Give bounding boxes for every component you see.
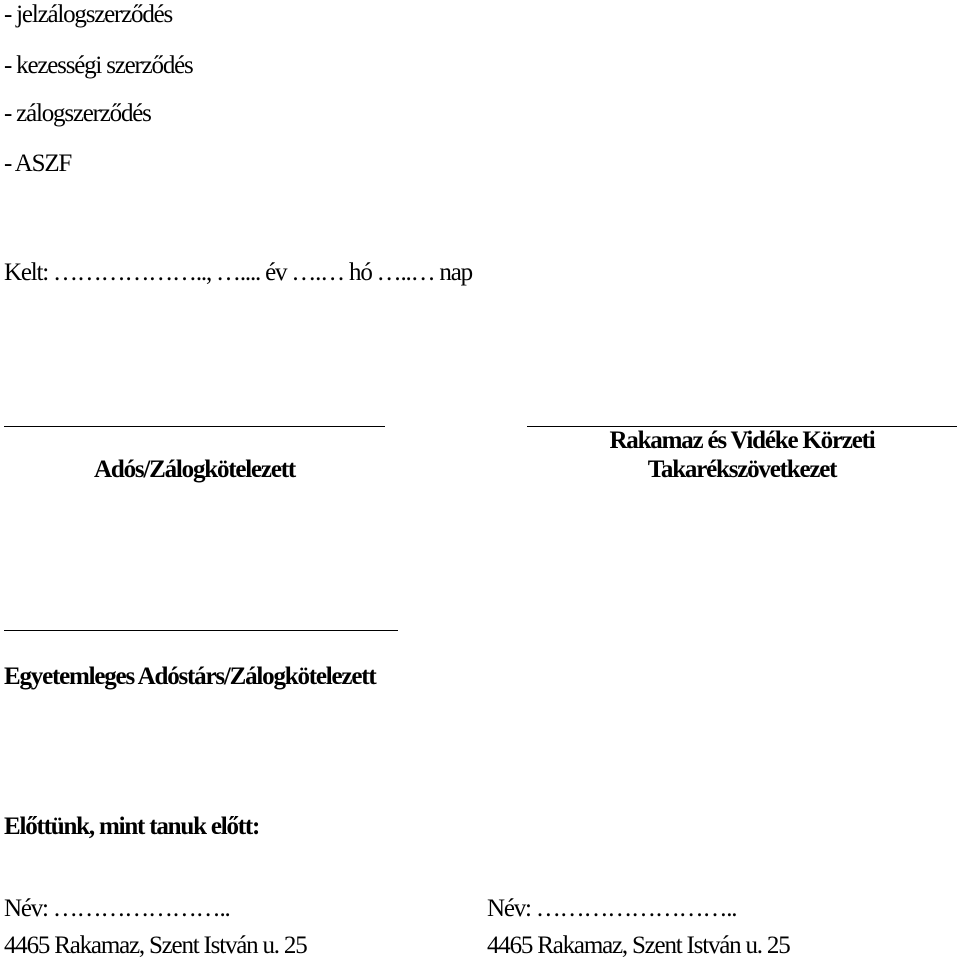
witness-right-address: 4465 Rakamaz, Szent István u. 25	[487, 932, 790, 959]
attachment-item-aszf: - ASZF	[4, 150, 72, 177]
attachment-item-mortgage: - jelzálogszerződés	[4, 1, 173, 28]
witness-left-address: 4465 Rakamaz, Szent István u. 25	[4, 932, 307, 959]
attachment-item-pledge: - zálogszerződés	[4, 100, 151, 127]
signature-label-codebtor: Egyetemleges Adóstárs/Zálogkötelezett	[4, 663, 376, 690]
witness-right-name: Név: ……………………..	[487, 895, 737, 922]
dated-line: Kelt: ……………….., ….... év ….… hó …..… nap	[4, 259, 472, 286]
signature-label-debtor: Adós/Zálogkötelezett	[94, 456, 295, 483]
signature-line-codebtor	[4, 630, 398, 631]
signature-label-bank-line2: Takarékszövetkezet	[647, 456, 837, 483]
witness-heading: Előttünk, mint tanuk előtt:	[4, 813, 260, 840]
signature-line-debtor	[4, 426, 385, 427]
signature-label-bank-line1: Rakamaz és Vidéke Körzeti	[609, 427, 875, 454]
attachment-item-guarantee: - kezességi szerződés	[4, 52, 193, 79]
witness-left-name: Név: …………………..	[4, 895, 230, 922]
